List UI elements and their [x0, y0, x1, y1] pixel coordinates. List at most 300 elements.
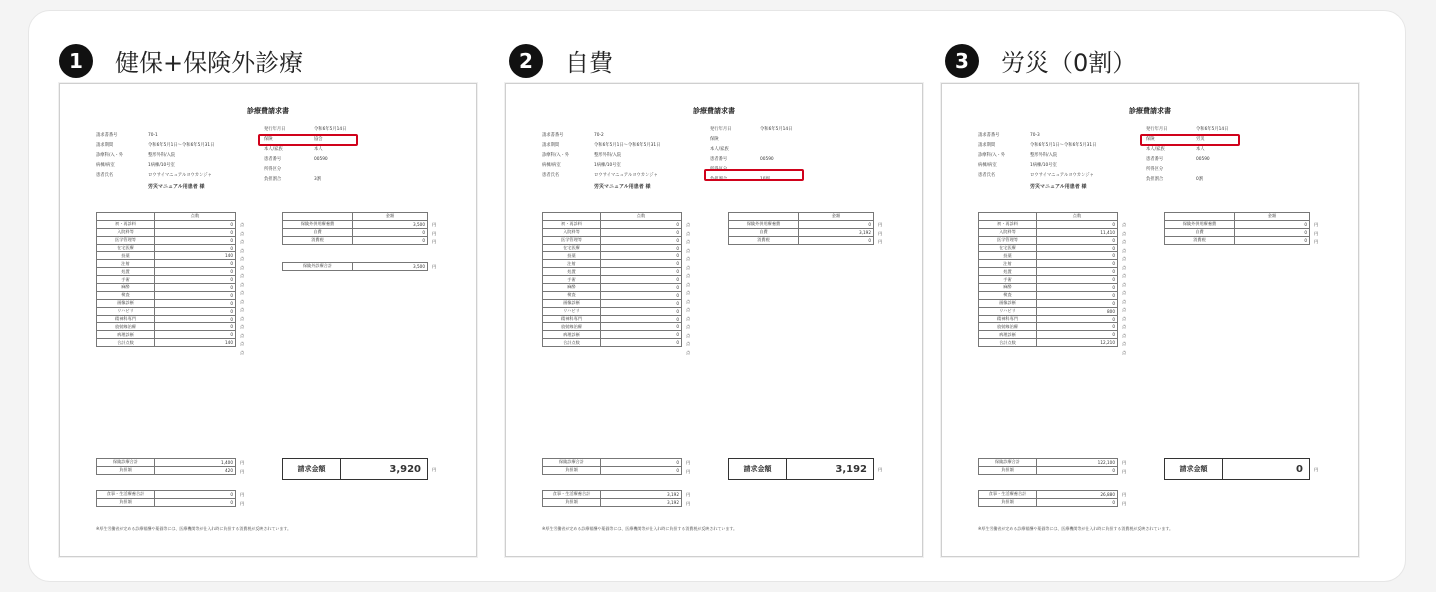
- panel-rousai: [941, 21, 1381, 581]
- table-row: [543, 220, 682, 228]
- info-value: ロウサイマニュアルヨウカンジャ: [594, 173, 658, 178]
- unit-label: 点: [1122, 298, 1127, 304]
- points-table: [96, 212, 236, 347]
- table-cell-value: 0: [155, 498, 236, 506]
- table-cell-value: 0: [1037, 276, 1118, 284]
- info-label: 所得区分: [710, 167, 728, 172]
- document-title: 診療費請求書: [1129, 107, 1171, 115]
- table-cell-label: 精神科専門: [979, 315, 1037, 323]
- info-label: 本人/家族: [1146, 147, 1165, 152]
- unit-label: 点: [240, 247, 245, 253]
- info-value: 令和6年5月14日: [1196, 127, 1229, 132]
- table-row: [1165, 220, 1310, 228]
- table-cell-value: 26,880: [1037, 491, 1118, 499]
- table-row: [97, 220, 236, 228]
- unit-label: 円: [878, 222, 883, 227]
- unit-label: 円: [1314, 239, 1319, 244]
- info-label: 請求書番号: [978, 133, 1000, 138]
- table-cell-label: 負担額: [979, 466, 1037, 474]
- table-cell-value: 0: [155, 307, 236, 315]
- table-cell-value: 0: [1037, 260, 1118, 268]
- unit-label: 円: [432, 222, 437, 227]
- table-cell-label: 消費税: [283, 236, 353, 244]
- table-cell-label: 手術: [97, 276, 155, 284]
- table-row: [97, 244, 236, 252]
- claim-amount-label: 請求金額: [729, 459, 787, 479]
- table-row: [97, 284, 236, 292]
- unit-label: 円: [1314, 467, 1319, 472]
- table-row: [97, 299, 236, 307]
- table-cell-value: 0: [1037, 236, 1118, 244]
- info-label: 請求書番号: [96, 133, 118, 138]
- table-row: [979, 291, 1118, 299]
- table-cell-value: 3,192: [601, 498, 682, 506]
- table-row: [729, 228, 874, 236]
- unit-label: 点: [1122, 290, 1127, 295]
- table-row: [97, 213, 236, 221]
- points-table: [978, 212, 1118, 347]
- unit-label: 点: [240, 273, 245, 278]
- patient-name: 労災マニュアル用患者 様: [148, 184, 205, 190]
- info-value: 整形外科/入院: [1030, 153, 1058, 158]
- table-cell-label: 検査: [979, 291, 1037, 299]
- table-cell-value: 0: [155, 491, 236, 499]
- table-row: [543, 228, 682, 236]
- info-value: 0割: [1196, 177, 1204, 182]
- table-header-cell: 金額: [353, 213, 428, 221]
- table-row: [979, 236, 1118, 244]
- panel-title: 労災（0割）: [1001, 49, 1137, 77]
- table-cell-value: 0: [155, 260, 236, 268]
- table-row: [97, 252, 236, 260]
- table-cell-label: 検査: [97, 291, 155, 299]
- unit-label: 円: [1122, 500, 1127, 506]
- claim-amount-box: [728, 458, 874, 480]
- table-header-cell: 点数: [155, 213, 236, 221]
- table-row: [1165, 228, 1310, 236]
- table-row: [729, 213, 874, 221]
- table-cell-label: 保険診療合計: [97, 459, 155, 467]
- table-row: [97, 331, 236, 339]
- unit-label: 点: [240, 256, 245, 261]
- info-label: 患者番号: [710, 157, 728, 162]
- info-label: 患者番号: [264, 157, 282, 162]
- table-row: [979, 315, 1118, 323]
- meal-total-table: [978, 490, 1118, 507]
- number-badge: 2: [509, 44, 543, 78]
- amount-table: [728, 212, 874, 245]
- unit-label: 点: [1122, 281, 1127, 287]
- info-label: 本人/家族: [264, 147, 283, 152]
- table-cell-label: 放射線治療: [97, 323, 155, 331]
- table-cell-value: 122,100: [1037, 459, 1118, 467]
- table-cell-label: 合計点数: [543, 339, 601, 347]
- table-cell-label: 画像診断: [97, 299, 155, 307]
- table-cell-label: 合計点数: [97, 339, 155, 347]
- table-cell-value: 0: [601, 315, 682, 323]
- table-cell-value: 0: [601, 466, 682, 474]
- unit-label: 点: [686, 239, 691, 244]
- table-row: [283, 236, 428, 244]
- unit-label: 点: [686, 273, 691, 278]
- info-label: 請求期間: [96, 143, 114, 148]
- invoice-document: [59, 83, 477, 557]
- table-cell-label: リハビリ: [97, 307, 155, 315]
- table-cell-label: 入院料等: [543, 228, 601, 236]
- unit-label: 点: [686, 222, 691, 227]
- info-label: 請求期間: [978, 143, 996, 148]
- info-label: 保険: [264, 137, 273, 142]
- insurance-total-table: [96, 458, 236, 475]
- table-cell-value: 0: [601, 284, 682, 292]
- info-label: 患者氏名: [978, 173, 996, 178]
- table-cell-label: 精神科専門: [97, 315, 155, 323]
- table-cell-value: 0: [1235, 236, 1310, 244]
- table-cell-label: 入院料等: [97, 228, 155, 236]
- table-cell-value: 0: [155, 268, 236, 276]
- points-table: [542, 212, 682, 347]
- table-cell-label: 投薬: [97, 252, 155, 260]
- unit-label: 点: [240, 332, 245, 338]
- unit-label: 点: [240, 222, 245, 227]
- table-row: [729, 220, 874, 228]
- table-row: [543, 252, 682, 260]
- document-title: 診療費請求書: [693, 107, 735, 115]
- info-value: 本人: [1196, 147, 1205, 152]
- table-row: [543, 466, 682, 474]
- unit-label: 点: [686, 264, 691, 270]
- table-row: [729, 236, 874, 244]
- table-row: [543, 307, 682, 315]
- table-cell-value: 0: [1037, 220, 1118, 228]
- unit-label: 円: [878, 230, 883, 236]
- unit-label: 円: [240, 468, 245, 474]
- meal-total-table: [96, 490, 236, 507]
- table-cell-value: 0: [155, 276, 236, 284]
- footnote: ※厚生労働省が定める診療報酬や薬価等には、医療機関等が仕入れ時に負担する消費税が反映されています。: [978, 526, 1174, 531]
- table-cell-value: 12,210: [1037, 339, 1118, 347]
- unit-label: 円: [1122, 460, 1127, 465]
- table-row: [97, 276, 236, 284]
- table-row: [97, 339, 236, 347]
- unit-label: 点: [1122, 349, 1127, 355]
- panel-jihi: [505, 21, 945, 581]
- table-cell-label: 放射線治療: [543, 323, 601, 331]
- table-row: [543, 260, 682, 268]
- table-cell-value: 0: [1235, 228, 1310, 236]
- info-label: 負担割合: [1146, 177, 1164, 182]
- claim-amount-label: 請求金額: [283, 459, 341, 479]
- unit-label: 円: [240, 500, 245, 506]
- table-row: [543, 244, 682, 252]
- table-cell-value: 0: [1037, 331, 1118, 339]
- table-row: [283, 213, 428, 221]
- unit-label: 点: [686, 341, 691, 346]
- number-badge: 3: [945, 44, 979, 78]
- table-cell-label: 注射: [543, 260, 601, 268]
- unit-label: 点: [686, 230, 691, 236]
- table-row: [979, 491, 1118, 499]
- patient-name: 労災マニュアル用患者 様: [1030, 184, 1087, 190]
- table-cell-label: 病理診断: [543, 331, 601, 339]
- table-row: [979, 252, 1118, 260]
- table-cell-label: 食事・生活療養合計: [97, 491, 155, 499]
- table-row: [979, 323, 1118, 331]
- table-cell-label: 自費: [1165, 228, 1235, 236]
- unit-label: 円: [686, 468, 691, 474]
- table-cell-value: 0: [155, 284, 236, 292]
- table-cell-value: 0: [601, 276, 682, 284]
- table-cell-label: 投薬: [543, 252, 601, 260]
- info-value: 令和6年5月14日: [314, 127, 347, 132]
- table-cell-label: 保険診療合計: [543, 459, 601, 467]
- info-value: ロウサイマニュアルヨウカンジャ: [1030, 173, 1094, 178]
- table-cell-value: 0: [601, 228, 682, 236]
- table-cell-label: 処置: [543, 268, 601, 276]
- highlight-box: [1140, 134, 1240, 146]
- unit-label: 点: [1122, 264, 1127, 270]
- table-row: [97, 236, 236, 244]
- table-cell-label: 保険外併用療養費: [1165, 220, 1235, 228]
- invoice-document: [941, 83, 1359, 557]
- table-cell-value: 0: [601, 220, 682, 228]
- table-cell-value: 0: [601, 299, 682, 307]
- table-cell-value: 0: [1037, 291, 1118, 299]
- table-cell-label: 負担額: [543, 498, 601, 506]
- table-cell-label: 食事・生活療養合計: [543, 491, 601, 499]
- table-cell-label: 自費: [283, 228, 353, 236]
- table-cell-value: 3,192: [799, 228, 874, 236]
- info-label: 診療科/入・外: [96, 153, 124, 158]
- unit-label: 点: [1122, 247, 1127, 253]
- table-cell-value: 140: [155, 339, 236, 347]
- unit-label: 点: [1122, 315, 1127, 321]
- table-cell-value: 800: [1037, 307, 1118, 315]
- table-cell-label: 初・再診料: [979, 220, 1037, 228]
- amount-table: [282, 212, 428, 245]
- table-cell-value: 0: [1037, 466, 1118, 474]
- info-value: 3割: [314, 177, 322, 182]
- panel-kenpo: [59, 21, 499, 581]
- info-label: 病棟/病室: [96, 163, 115, 168]
- table-cell-value: 0: [155, 244, 236, 252]
- info-value: 00590: [314, 157, 328, 162]
- table-cell-label: 投薬: [979, 252, 1037, 260]
- document-title: 診療費請求書: [247, 107, 289, 115]
- highlight-box: [704, 169, 804, 181]
- info-label: 診療科/入・外: [978, 153, 1006, 158]
- table-cell-label: 保険外診療合計: [283, 263, 353, 271]
- table-cell-value: 0: [1037, 252, 1118, 260]
- table-row: [979, 498, 1118, 506]
- unit-label: 点: [1122, 332, 1127, 338]
- info-label: 所得区分: [264, 167, 282, 172]
- table-cell-label: 在宅医療: [97, 244, 155, 252]
- info-label: 診療科/入・外: [542, 153, 570, 158]
- table-cell-label: 画像診断: [543, 299, 601, 307]
- table-cell-value: 0: [1037, 268, 1118, 276]
- unit-label: 点: [686, 298, 691, 304]
- highlight-box: [258, 134, 358, 146]
- table-cell-label: 負担額: [979, 498, 1037, 506]
- unit-label: 点: [1122, 307, 1127, 312]
- table-row: [979, 331, 1118, 339]
- info-value: 整形外科/入院: [594, 153, 622, 158]
- info-value: 令和6年5月14日: [760, 127, 793, 132]
- info-value: 本人: [314, 147, 323, 152]
- unit-label: 円: [686, 500, 691, 506]
- table-cell-label: 保険外併用療養費: [283, 220, 353, 228]
- info-value: 70-1: [148, 133, 158, 138]
- info-label: 病棟/病室: [978, 163, 997, 168]
- table-row: [97, 466, 236, 474]
- info-label: 発行年月日: [264, 127, 286, 132]
- table-row: [543, 291, 682, 299]
- unit-label: 円: [432, 230, 437, 236]
- table-cell-value: 0: [799, 220, 874, 228]
- table-cell-label: リハビリ: [543, 307, 601, 315]
- info-value: 整形外科/入院: [148, 153, 176, 158]
- table-row: [97, 291, 236, 299]
- table-header-cell: 点数: [601, 213, 682, 221]
- unit-label: 点: [240, 307, 245, 312]
- amount-table: [1164, 212, 1310, 245]
- table-cell-label: 処置: [979, 268, 1037, 276]
- info-label: 発行年月日: [710, 127, 732, 132]
- unit-label: 点: [686, 307, 691, 312]
- unit-label: 点: [240, 315, 245, 321]
- table-cell-label: 病理診断: [979, 331, 1037, 339]
- table-cell-value: 0: [155, 291, 236, 299]
- unit-label: 点: [686, 281, 691, 287]
- table-row: [97, 307, 236, 315]
- table-cell-label: 精神科専門: [543, 315, 601, 323]
- table-row: [979, 299, 1118, 307]
- claim-amount-box: [1164, 458, 1310, 480]
- unit-label: 点: [686, 324, 691, 329]
- table-cell-label: 放射線治療: [979, 323, 1037, 331]
- table-cell-value: 0: [155, 331, 236, 339]
- info-label: 負担割合: [710, 177, 728, 182]
- table-row: [979, 339, 1118, 347]
- table-cell-value: 3,500: [353, 263, 428, 271]
- table-row: [97, 491, 236, 499]
- table-cell-value: 0: [1037, 323, 1118, 331]
- table-row: [97, 260, 236, 268]
- table-cell-value: 0: [1037, 284, 1118, 292]
- unit-label: 点: [240, 324, 245, 329]
- table-cell-value: 0: [601, 339, 682, 347]
- table-cell-value: 0: [1037, 299, 1118, 307]
- panel-heading: [509, 43, 613, 78]
- info-value: 令和6年5月1日～令和6年5月31日: [1030, 143, 1097, 148]
- unit-label: 点: [240, 239, 245, 244]
- info-label: 負担割合: [264, 177, 282, 182]
- table-header-cell: [979, 213, 1037, 221]
- info-value: 00590: [760, 157, 774, 162]
- info-value: 70-2: [594, 133, 604, 138]
- unit-label: 点: [686, 247, 691, 253]
- panel-heading: [945, 43, 1136, 78]
- table-row: [97, 498, 236, 506]
- table-cell-label: 注射: [979, 260, 1037, 268]
- table-cell-label: 麻酔: [979, 284, 1037, 292]
- unit-label: 点: [1122, 256, 1127, 261]
- unit-label: 円: [878, 467, 883, 472]
- insurance-total-table: [542, 458, 682, 475]
- table-cell-label: 手術: [543, 276, 601, 284]
- unit-label: 点: [240, 281, 245, 287]
- table-cell-value: 3,500: [353, 220, 428, 228]
- info-value: ロウサイマニュアルヨウカンジャ: [148, 173, 212, 178]
- table-row: [543, 236, 682, 244]
- table-row: [543, 331, 682, 339]
- unit-label: 円: [686, 460, 691, 465]
- unit-label: 点: [686, 290, 691, 295]
- table-row: [543, 315, 682, 323]
- table-row: [97, 228, 236, 236]
- info-value: 労災: [1196, 137, 1205, 142]
- table-row: [543, 339, 682, 347]
- table-cell-label: 医学管理等: [97, 236, 155, 244]
- patient-name: 労災マニュアル用患者 様: [594, 184, 651, 190]
- table-cell-value: 0: [155, 299, 236, 307]
- table-cell-label: 食事・生活療養合計: [979, 491, 1037, 499]
- info-value: 1病棟/10号室: [148, 163, 175, 168]
- table-row: [979, 244, 1118, 252]
- unit-label: 点: [240, 290, 245, 295]
- footnote: ※厚生労働省が定める診療報酬や薬価等には、医療機関等が仕入れ時に負担する消費税が反映されています。: [96, 526, 292, 531]
- table-cell-label: 消費税: [1165, 236, 1235, 244]
- table-row: [979, 268, 1118, 276]
- table-cell-value: 0: [601, 307, 682, 315]
- info-value: 令和6年5月1日～令和6年5月31日: [148, 143, 215, 148]
- table-cell-label: 注射: [97, 260, 155, 268]
- table-row: [543, 213, 682, 221]
- claim-amount-value: 3,920: [389, 463, 421, 475]
- table-cell-value: 0: [1037, 498, 1118, 506]
- info-label: 本人/家族: [710, 147, 729, 152]
- panel-heading: [59, 43, 303, 78]
- table-row: [1165, 213, 1310, 221]
- table-cell-value: 0: [1037, 315, 1118, 323]
- number-badge: 1: [59, 44, 93, 78]
- table-cell-label: 保険外併用療養費: [729, 220, 799, 228]
- info-value: 00590: [1196, 157, 1210, 162]
- unit-label: 円: [1314, 222, 1319, 227]
- invoice-document: [505, 83, 923, 557]
- unit-label: 点: [1122, 341, 1127, 346]
- info-value: 1病棟/10号室: [1030, 163, 1057, 168]
- footnote: ※厚生労働省が定める診療報酬や薬価等には、医療機関等が仕入れ時に負担する消費税が反映されています。: [542, 526, 738, 531]
- table-cell-label: 入院料等: [979, 228, 1037, 236]
- panel-title: 自費: [565, 49, 613, 77]
- info-label: 保険: [1146, 137, 1155, 142]
- insurance-total-table: [978, 458, 1118, 475]
- unit-label: 円: [432, 264, 437, 269]
- table-row: [979, 220, 1118, 228]
- table-row: [543, 498, 682, 506]
- table-header-cell: 点数: [1037, 213, 1118, 221]
- table-row: [979, 213, 1118, 221]
- table-row: [543, 299, 682, 307]
- claim-amount-value: 3,192: [835, 463, 867, 475]
- table-cell-value: 0: [155, 228, 236, 236]
- unit-label: 円: [432, 239, 437, 244]
- unit-label: 円: [1122, 492, 1127, 497]
- claim-amount-box: [282, 458, 428, 480]
- table-cell-value: 11,410: [1037, 228, 1118, 236]
